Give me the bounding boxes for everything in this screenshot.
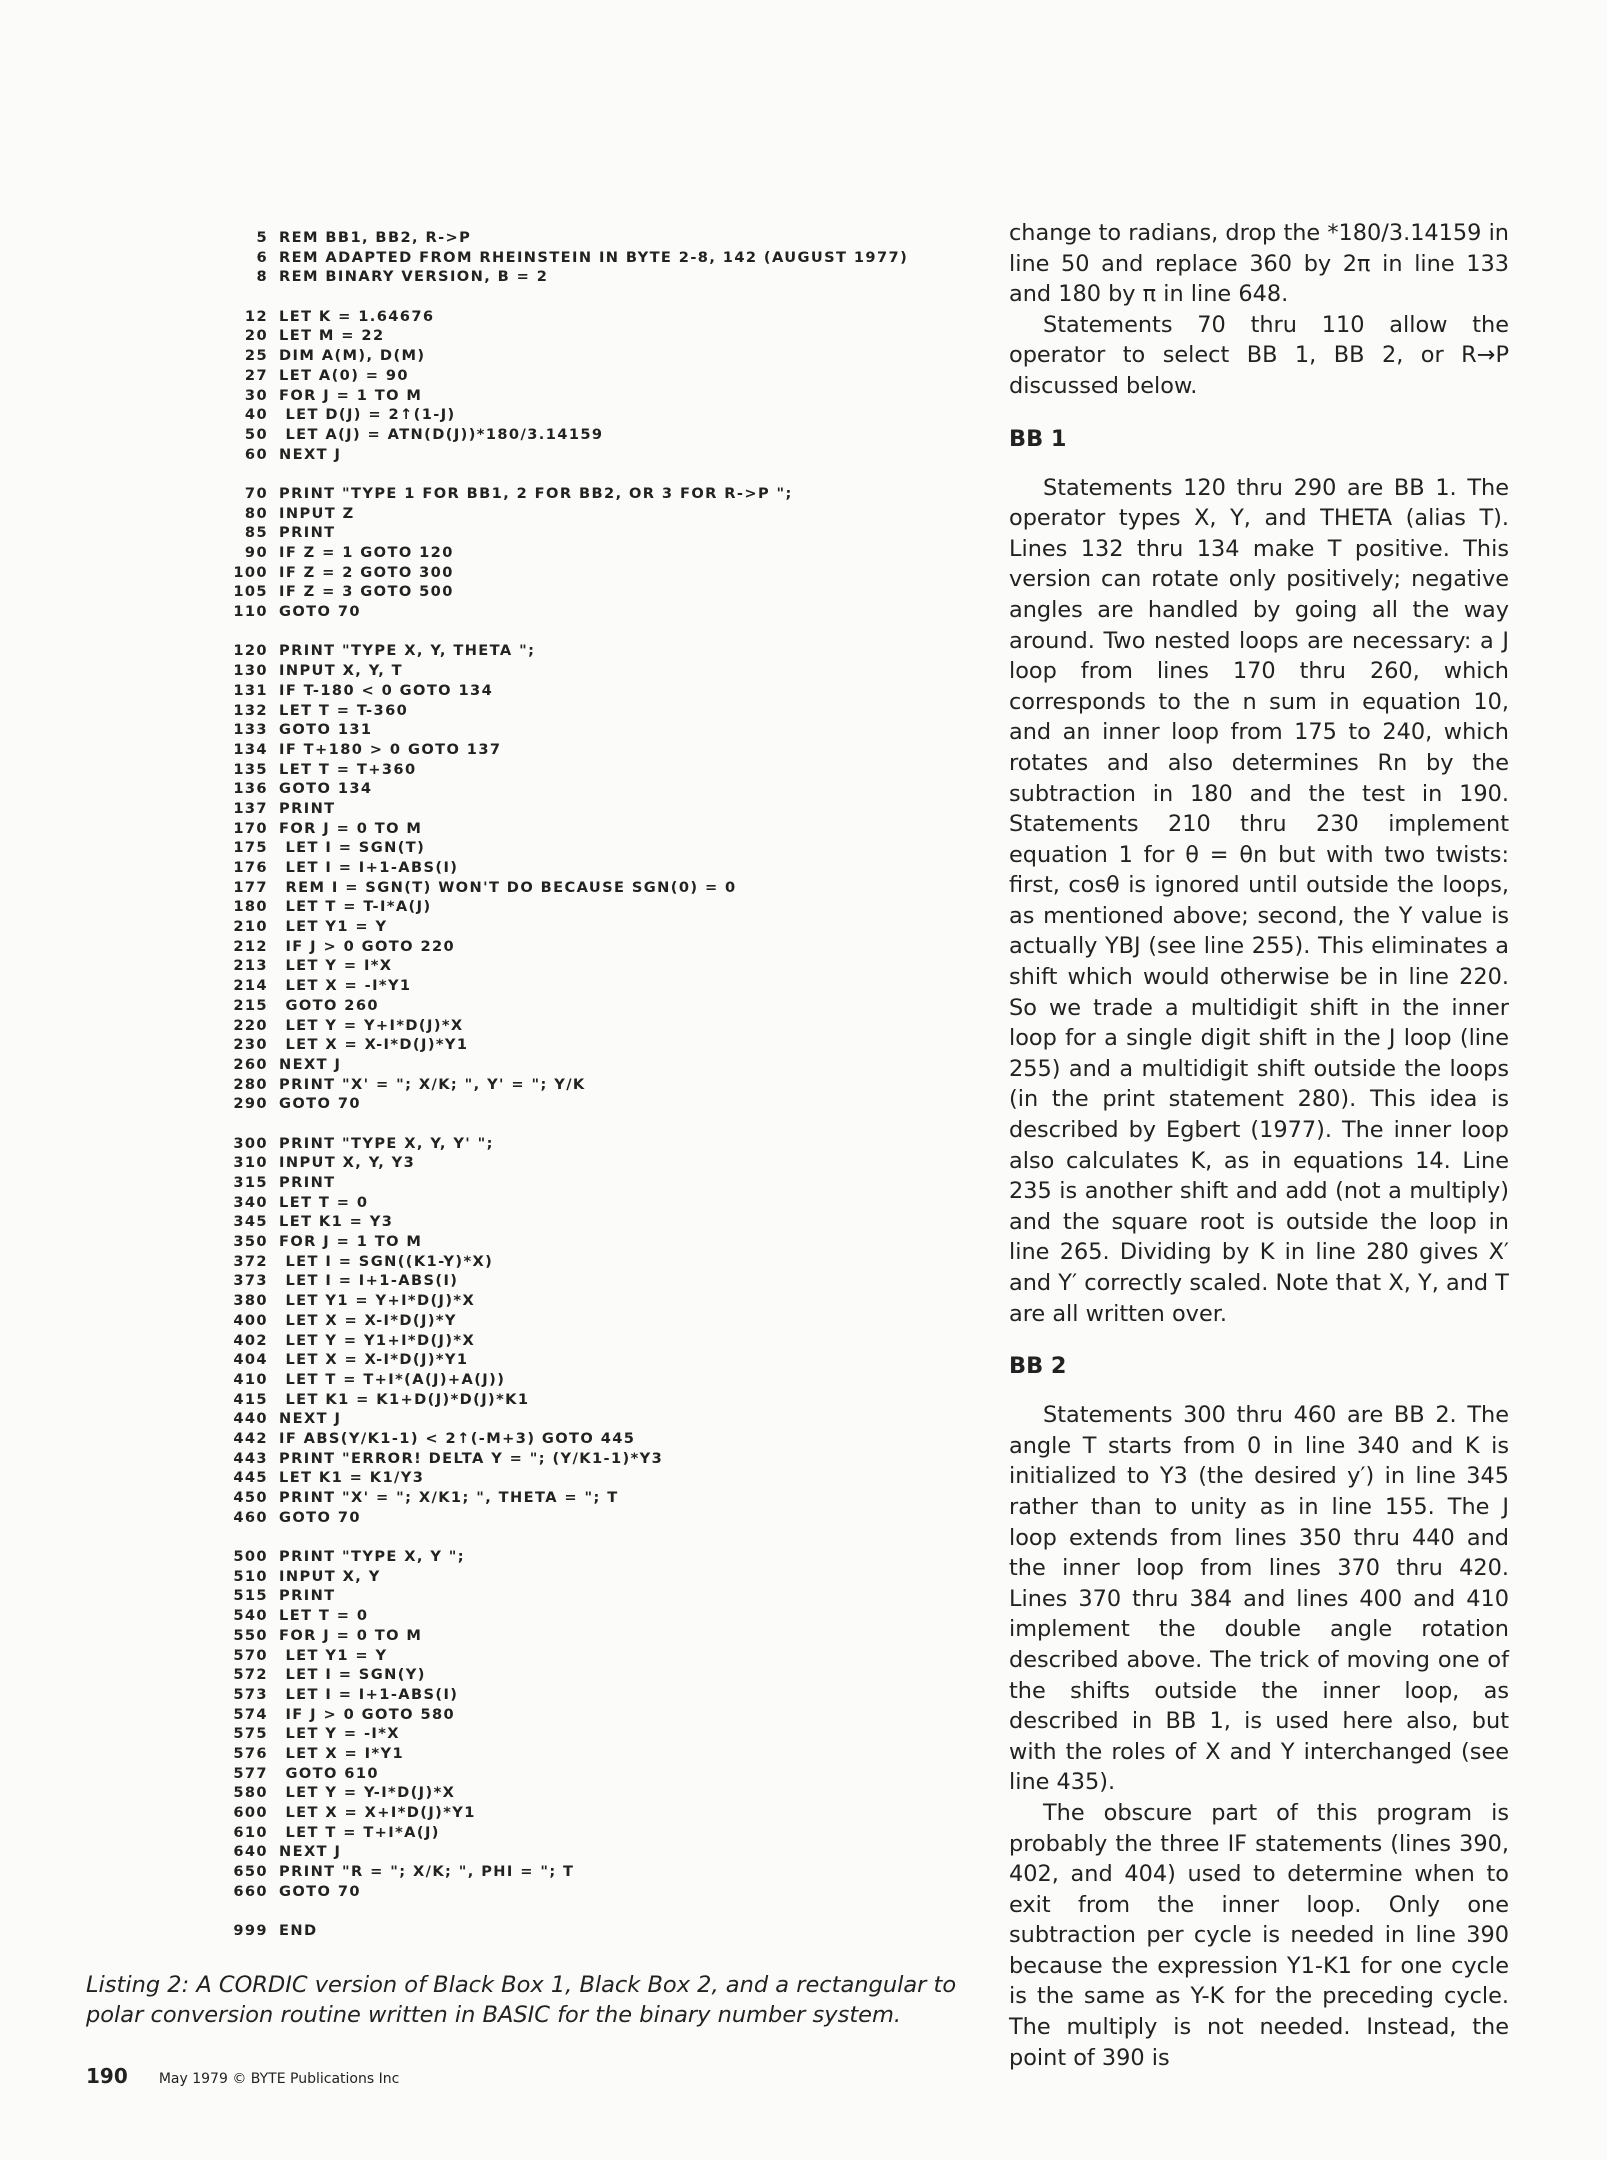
code-statement: REM ADAPTED FROM RHEINSTEIN IN BYTE 2-8, 142 (AUGUST 1977) (279, 248, 909, 266)
code-statement: LET X = X-I*D(J)*Y1 (279, 1351, 469, 1369)
code-line (224, 819, 984, 839)
code-statement: IF Z = 2 GOTO 300 (279, 563, 454, 581)
code-line (224, 1252, 984, 1272)
code-line (224, 897, 984, 917)
code-line (224, 996, 984, 1016)
line-number: 8 (256, 268, 268, 286)
code-statement: LET I = SGN((K1-Y)*X) (279, 1252, 494, 1270)
code-statement: LET X = X-I*D(J)*Y (279, 1311, 457, 1329)
line-number: 12 (244, 307, 268, 325)
code-statement: IF T-180 < 0 GOTO 134 (279, 681, 494, 699)
code-statement: PRINT "X' = "; X/K1; ", THETA = "; T (279, 1489, 619, 1506)
code-statement: PRINT "TYPE X, Y "; (279, 1548, 466, 1566)
line-number: 180 (233, 898, 268, 916)
code-line (224, 1665, 984, 1685)
publication-credit: May 1979 © BYTE Publications Inc (158, 2071, 400, 2087)
line-number: 380 (233, 1292, 268, 1310)
code-statement: IF ABS(Y/K1-1) < 2↑(-M+3) GOTO 445 (279, 1429, 636, 1447)
code-line (224, 661, 984, 681)
line-number: 260 (233, 1055, 268, 1073)
line-number: 400 (233, 1311, 268, 1329)
line-number: 575 (233, 1725, 268, 1743)
line-number: 120 (233, 642, 268, 660)
code-statement: LET A(0) = 90 (279, 366, 409, 384)
code-statement: LET Y1 = Y+I*D(J)*X (279, 1292, 476, 1310)
code-line (224, 1567, 984, 1587)
code-statement: GOTO 260 (279, 996, 379, 1014)
code-line (224, 1842, 984, 1862)
code-line (224, 917, 984, 937)
code-statement: LET T = T+I*(A(J)+A(J)) (279, 1370, 506, 1388)
code-statement: LET Y1 = Y (279, 918, 388, 936)
code-line (224, 976, 984, 996)
code-line (224, 1370, 984, 1390)
line-number: 210 (233, 918, 268, 936)
line-number: 40 (244, 406, 268, 424)
code-statement: PRINT "TYPE 1 FOR BB1, 2 FOR BB2, OR 3 FOR R->P "; (279, 484, 793, 502)
code-line (224, 1921, 984, 1941)
code-line (224, 1055, 984, 1075)
line-number: 340 (233, 1193, 268, 1211)
code-statement: REM BB1, BB2, R->P (279, 229, 472, 246)
code-line (224, 326, 984, 346)
code-statement: LET I = I+1-ABS(I) (279, 1685, 459, 1703)
code-statement: FOR J = 0 TO M (279, 819, 423, 837)
code-statement: NEXT J (279, 445, 342, 463)
code-statement: LET K1 = Y3 (279, 1213, 394, 1231)
code-statement: PRINT "R = "; X/K; ", PHI = "; T (279, 1863, 575, 1881)
code-statement: LET X = -I*Y1 (279, 977, 412, 995)
code-line (224, 602, 984, 622)
line-number: 105 (233, 583, 268, 601)
code-line (224, 1468, 984, 1488)
code-statement: FOR J = 1 TO M (279, 386, 423, 404)
code-line (224, 1862, 984, 1882)
code-line (224, 1094, 984, 1114)
line-number: 550 (233, 1626, 268, 1644)
line-number: 110 (233, 603, 268, 621)
code-statement: LET K = 1.64676 (279, 307, 435, 325)
line-number: 132 (233, 701, 268, 719)
code-line (224, 1547, 984, 1567)
code-statement: LET T = 0 (279, 1607, 369, 1625)
code-line (224, 1685, 984, 1705)
line-number: 515 (233, 1587, 268, 1605)
line-number: 510 (233, 1567, 268, 1585)
code-statement: LET T = T+I*A(J) (279, 1823, 440, 1841)
code-statement: LET D(J) = 2↑(1-J) (279, 406, 456, 424)
code-line (224, 799, 984, 819)
code-statement: GOTO 131 (279, 721, 373, 739)
code-statement: LET T = 0 (279, 1193, 369, 1211)
line-number: 410 (233, 1370, 268, 1388)
line-number: 131 (233, 681, 268, 699)
code-line (224, 523, 984, 543)
code-line (224, 1311, 984, 1331)
paragraph-statements-70: Statements 70 thru 110 allow the operator to select BB 1, BB 2, or R→P discussed below. (1009, 311, 1509, 399)
line-number: 137 (233, 799, 268, 817)
line-number: 25 (244, 347, 268, 365)
line-number: 580 (233, 1784, 268, 1802)
paragraph-bb1: Statements 120 thru 290 are BB 1. The operator types X, Y, and THETA (alias T). Lines 132 thru 134 make T positive. This version can rotate only positively; negative angles are handled by going all the way around. Two nested loops are necessary: a J loop from lines 170 thru 260, which corresponds to the n sum in equation 10, and an inner loop from 175 to 240, which rotates and also determines Rn by the subtraction in 180 and the test in 190. Statements 210 thru 230 implement equation 1 for θ = θn but with two twists: first, cosθ is ignored until outside the loops, as mentioned above; second, the Y value is actually YBJ (see line 255). This eliminates a shift which would otherwise be in line 220. So we trade a multidigit shift in the inner loop for a single digit shift in the J loop (line 255) and a multidigit shift outside the loops (in the print statement 280). This idea is described by Egbert (1977). The inner loop also calculates K, as in equations 14. Line 235 is another shift and add (not a multiply) and the square root is outside the loop in line 265. Dividing by K in line 280 gives X′ and Y′ correctly scaled. Note that X, Y, and T are all written over. (1009, 474, 1509, 1327)
code-statement: LET X = I*Y1 (279, 1744, 405, 1762)
code-line (224, 1173, 984, 1193)
line-number: 212 (233, 937, 268, 955)
code-line (224, 720, 984, 740)
paragraph-radians: change to radians, drop the *180/3.14159 in line 50 and replace 360 by 2π in line 133 and 180 by π in line 648. (1009, 220, 1509, 308)
code-line (224, 1586, 984, 1606)
code-line (224, 366, 984, 386)
code-line (224, 1783, 984, 1803)
code-line (224, 1390, 984, 1410)
line-number: 999 (233, 1922, 268, 1940)
code-statement: REM BINARY VERSION, B = 2 (279, 268, 549, 286)
line-number: 345 (233, 1213, 268, 1231)
line-number: 540 (233, 1607, 268, 1625)
line-number: 177 (233, 878, 268, 896)
line-number: 176 (233, 859, 268, 876)
code-line (224, 681, 984, 701)
line-number: 570 (233, 1646, 268, 1664)
code-line (224, 1626, 984, 1646)
line-number: 80 (244, 504, 268, 522)
line-number: 60 (244, 445, 268, 463)
line-number: 650 (233, 1863, 268, 1881)
code-line (224, 405, 984, 425)
code-statement: IF Z = 3 GOTO 500 (279, 583, 454, 601)
line-number: 213 (233, 957, 268, 975)
line-number: 135 (233, 760, 268, 778)
code-statement: LET Y = -I*X (279, 1725, 400, 1743)
code-line (224, 484, 984, 504)
code-line (224, 1212, 984, 1232)
code-statement: PRINT "TYPE X, Y, THETA "; (279, 642, 536, 660)
line-number: 404 (233, 1351, 268, 1369)
line-number: 215 (233, 996, 268, 1014)
line-number: 610 (233, 1823, 268, 1841)
code-line (224, 760, 984, 780)
code-line (224, 504, 984, 524)
code-statement: GOTO 70 (279, 1882, 361, 1900)
code-statement: FOR J = 0 TO M (279, 1626, 423, 1644)
code-statement: PRINT "ERROR! DELTA Y = "; (Y/K1-1)*Y3 (279, 1449, 664, 1467)
listing-block (224, 484, 984, 622)
code-statement: DIM A(M), D(M) (279, 347, 426, 365)
code-statement: IF J > 0 GOTO 580 (279, 1705, 456, 1723)
line-number: 230 (233, 1036, 268, 1054)
code-statement: PRINT "X' = "; X/K; ", Y' = "; Y/K (279, 1075, 586, 1093)
line-number: 6 (256, 248, 268, 266)
code-line (224, 1449, 984, 1469)
line-number: 442 (233, 1429, 268, 1447)
line-number: 373 (233, 1272, 268, 1290)
line-number: 90 (244, 544, 268, 561)
code-statement: FOR J = 1 TO M (279, 1233, 423, 1251)
listing-caption: Listing 2: A CORDIC version of Black Box 1, Black Box 2, and a rectangular to polar conversion routine written in BASIC for the binary number system. (86, 1972, 957, 2028)
code-line (224, 1035, 984, 1055)
line-number: 372 (233, 1252, 268, 1270)
line-number: 315 (233, 1174, 268, 1191)
listing-block (224, 1134, 984, 1528)
code-statement: LET X = X+I*D(J)*Y1 (279, 1804, 476, 1821)
line-number: 443 (233, 1449, 268, 1467)
code-line (224, 878, 984, 898)
heading-bb2: BB 2 (1009, 1353, 1067, 1380)
code-line (224, 1882, 984, 1902)
code-statement: LET I = I+1-ABS(I) (279, 859, 459, 876)
line-number: 175 (233, 839, 268, 857)
line-number: 500 (233, 1548, 268, 1566)
code-line (224, 956, 984, 976)
code-statement: IF T+180 > 0 GOTO 137 (279, 740, 502, 758)
code-statement: INPUT X, Y, Y3 (279, 1154, 416, 1172)
code-statement: PRINT (279, 1174, 336, 1191)
code-line (224, 1016, 984, 1036)
code-line (224, 1744, 984, 1764)
code-line (224, 228, 984, 248)
code-statement: LET T = T+360 (279, 760, 417, 778)
code-statement: LET I = I+1-ABS(I) (279, 1272, 459, 1290)
code-line (224, 1331, 984, 1351)
code-statement: LET K1 = K1+D(J)*D(J)*K1 (279, 1390, 530, 1408)
code-line (224, 1193, 984, 1213)
listing-block (224, 307, 984, 465)
code-statement: PRINT (279, 1587, 336, 1605)
line-number: 85 (244, 524, 268, 542)
code-statement: LET I = SGN(Y) (279, 1666, 426, 1684)
code-line (224, 1291, 984, 1311)
listing-block (224, 1547, 984, 1901)
line-number: 134 (233, 740, 268, 758)
line-number: 440 (233, 1410, 268, 1428)
code-statement: LET Y1 = Y (279, 1646, 388, 1664)
code-line (224, 1350, 984, 1370)
code-statement: IF J > 0 GOTO 220 (279, 937, 456, 955)
code-statement: LET M = 22 (279, 327, 385, 345)
listing-block (224, 228, 984, 287)
code-statement: LET X = X-I*D(J)*Y1 (279, 1036, 469, 1054)
code-statement: LET A(J) = ATN(D(J))*180/3.14159 (279, 425, 604, 443)
code-statement: IF Z = 1 GOTO 120 (279, 544, 454, 561)
line-number: 350 (233, 1233, 268, 1251)
code-statement: NEXT J (279, 1055, 342, 1073)
code-statement: INPUT Z (279, 504, 355, 522)
code-statement: LET Y = Y-I*D(J)*X (279, 1784, 456, 1802)
line-number: 130 (233, 662, 268, 680)
line-number: 640 (233, 1843, 268, 1861)
code-statement: PRINT (279, 524, 336, 542)
line-number: 450 (233, 1489, 268, 1506)
listing-block (224, 641, 984, 1114)
code-line (224, 425, 984, 445)
line-number: 20 (244, 327, 268, 345)
line-number: 460 (233, 1508, 268, 1526)
line-number: 27 (244, 366, 268, 384)
code-statement: LET Y = I*X (279, 957, 393, 975)
page-number: 190 (86, 2064, 128, 2088)
code-line (224, 563, 984, 583)
code-line (224, 740, 984, 760)
code-line (224, 937, 984, 957)
code-line (224, 1724, 984, 1744)
code-statement: END (279, 1922, 318, 1940)
paragraph-bb2: Statements 300 thru 460 are BB 2. The angle T starts from 0 in line 340 and K is initialized to Y3 (the desired y′) in line 345 rather than to unity as in line 155. The J loop extends from lines 350 thru 440 and the inner loop from lines 370 thru 420. Lines 370 thru 384 and lines 400 and 410 implement the double angle rotation described above. The trick of moving one of the shifts outside the inner loop, as described in BB 1, is used here also, but with the roles of X and Y interchanged (see line 435). (1009, 1402, 1509, 1796)
code-line (224, 1705, 984, 1725)
code-statement: INPUT X, Y, T (279, 662, 404, 680)
code-statement: REM I = SGN(T) WON'T DO BECAUSE SGN(0) = 0 (279, 878, 737, 896)
listing-block (224, 1921, 984, 1941)
line-number: 310 (233, 1154, 268, 1172)
line-number: 280 (233, 1075, 268, 1093)
code-line (224, 701, 984, 721)
code-statement: GOTO 610 (279, 1764, 379, 1782)
code-line (224, 641, 984, 661)
code-statement: LET I = SGN(T) (279, 839, 426, 857)
code-statement: LET Y = Y+I*D(J)*X (279, 1016, 464, 1034)
line-number: 577 (233, 1764, 268, 1782)
code-statement: NEXT J (279, 1410, 342, 1428)
line-number: 572 (233, 1666, 268, 1684)
code-statement: INPUT X, Y (279, 1567, 381, 1585)
code-statement: GOTO 70 (279, 1508, 361, 1526)
basic-listing (224, 228, 984, 1961)
code-line (224, 386, 984, 406)
code-line (224, 779, 984, 799)
code-line (224, 1153, 984, 1173)
code-line (224, 1508, 984, 1528)
line-number: 136 (233, 780, 268, 798)
code-line (224, 1134, 984, 1154)
code-line (224, 1803, 984, 1823)
code-line (224, 1232, 984, 1252)
code-statement: LET Y = Y1+I*D(J)*X (279, 1331, 476, 1349)
line-number: 402 (233, 1331, 268, 1349)
code-line (224, 1764, 984, 1784)
line-number: 445 (233, 1469, 268, 1487)
code-line (224, 1429, 984, 1449)
line-number: 220 (233, 1016, 268, 1034)
code-statement: PRINT "TYPE X, Y, Y' "; (279, 1134, 494, 1152)
line-number: 30 (244, 386, 268, 404)
line-number: 214 (233, 977, 268, 995)
code-line (224, 307, 984, 327)
code-line (224, 1488, 984, 1508)
line-number: 70 (244, 484, 268, 502)
line-number: 290 (233, 1095, 268, 1113)
code-line (224, 1606, 984, 1626)
line-number: 300 (233, 1134, 268, 1152)
code-statement: NEXT J (279, 1843, 342, 1861)
code-line (224, 445, 984, 465)
line-number: 100 (233, 563, 268, 581)
line-number: 5 (256, 229, 268, 246)
line-number: 573 (233, 1685, 268, 1703)
heading-bb1: BB 1 (1009, 425, 1067, 452)
article-column (1009, 218, 1509, 2073)
code-line (224, 543, 984, 563)
code-line (224, 1271, 984, 1291)
code-line (224, 1075, 984, 1095)
code-line (224, 838, 984, 858)
code-statement: PRINT (279, 799, 336, 817)
code-line (224, 267, 984, 287)
code-line (224, 858, 984, 878)
code-line (224, 346, 984, 366)
code-statement: LET K1 = K1/Y3 (279, 1469, 425, 1487)
code-statement: LET T = T-360 (279, 701, 409, 719)
line-number: 170 (233, 819, 268, 837)
line-number: 415 (233, 1390, 268, 1408)
code-line (224, 582, 984, 602)
code-line (224, 1646, 984, 1666)
code-line (224, 1409, 984, 1429)
code-statement: LET T = T-I*A(J) (279, 898, 432, 916)
paragraph-if-statements: The obscure part of this program is probably the three IF statements (lines 390, 402, and 404) used to determine when to exit from the inner loop. Only one subtraction per cycle is needed in line 390 because the expression Y1-K1 for one cycle is the same as Y-K for the preceding cycle. The multiply is not needed. Instead, the point of 390 is (1009, 1799, 1509, 2071)
code-statement: GOTO 70 (279, 603, 361, 621)
page-footer (86, 2064, 399, 2088)
code-line (224, 248, 984, 268)
line-number: 660 (233, 1882, 268, 1900)
code-statement: GOTO 134 (279, 780, 373, 798)
line-number: 574 (233, 1705, 268, 1723)
line-number: 133 (233, 721, 268, 739)
line-number: 50 (244, 425, 268, 443)
line-number: 576 (233, 1744, 268, 1762)
code-statement: GOTO 70 (279, 1095, 361, 1113)
line-number: 600 (233, 1804, 268, 1821)
code-line (224, 1823, 984, 1843)
